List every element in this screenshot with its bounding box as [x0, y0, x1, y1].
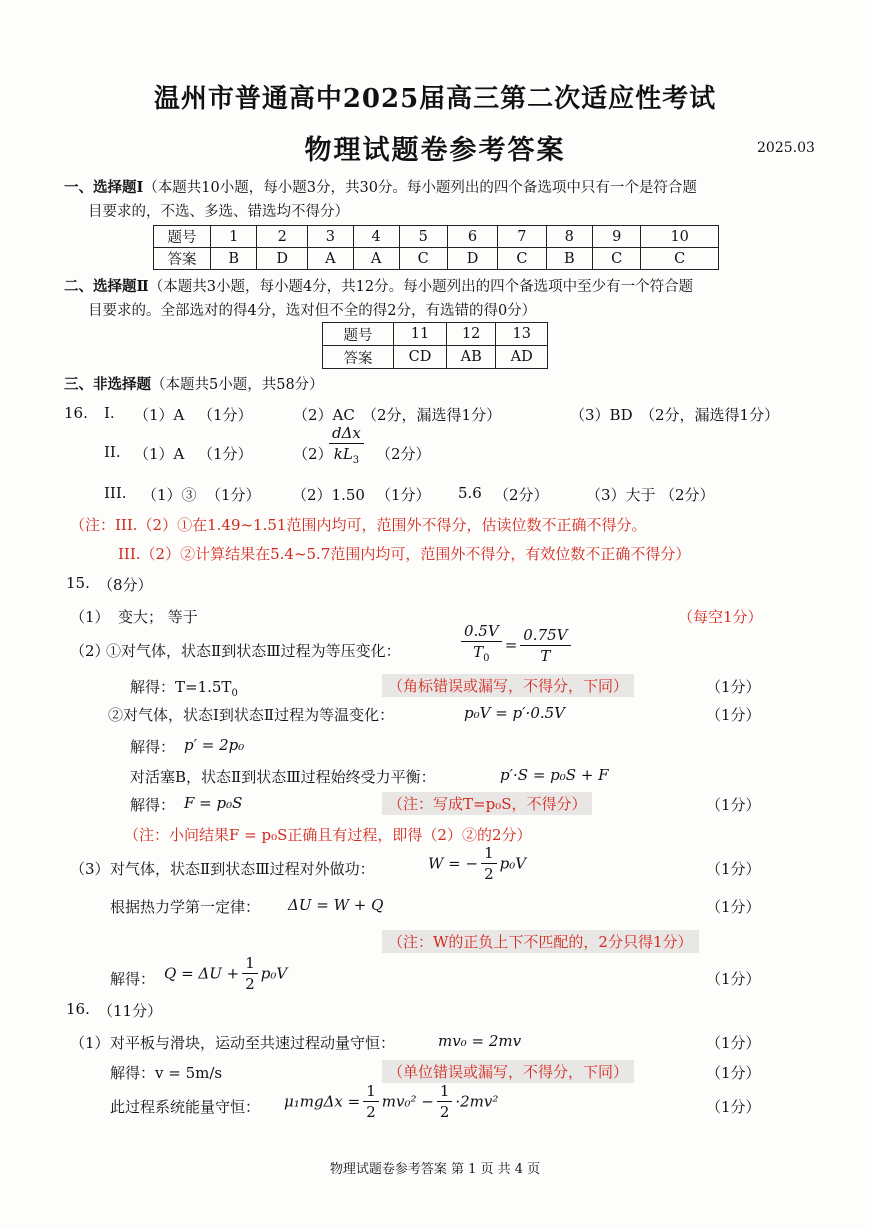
- fraction-numerator: 0.75V: [520, 626, 570, 646]
- q15-law-score: （1分）: [706, 898, 761, 916]
- q15-p2-text: ①对气体，状态Ⅱ到状态Ⅲ过程为等压变化：: [106, 642, 401, 660]
- q16a-iii-s3: （2分）: [494, 486, 549, 504]
- q15-note3: （注：小问结果F = p₀S正确且有过程，即得（2）②的2分）: [124, 826, 532, 844]
- q16a-iii-a1: （1）③: [142, 486, 197, 504]
- section2-desc-1: （本题共3小题，每小题4分，共12分。每小题列出的四个备选项中至少有一个符合题: [148, 279, 694, 295]
- eq-left: μ₁mgΔx =: [284, 1092, 361, 1111]
- fraction-denominator: 2: [366, 1103, 376, 1121]
- fraction-numerator: 1: [481, 844, 497, 864]
- note2-prefix: III.: [118, 545, 141, 563]
- table-row-answers: [154, 248, 719, 270]
- fraction-numerator: 0.5V: [461, 622, 502, 642]
- note1-red-part: 范围内均可，范围外不得分，估读位数不正确不得分。: [286, 516, 647, 534]
- section1-line1: [64, 176, 697, 197]
- row-label: 答案: [154, 248, 211, 270]
- q16a-ii-num: II.: [104, 443, 121, 461]
- eq-right: ·2mv²: [455, 1092, 499, 1111]
- q16a-iii-s2: （1分）: [376, 486, 431, 504]
- q16a-ii-s2: （2分）: [376, 445, 431, 463]
- answer-cell: B: [546, 248, 592, 270]
- eq-left: W = −: [428, 854, 479, 873]
- q16a-note1: [70, 514, 646, 535]
- note2-red-part: 范围内均可，范围外不得分，有效位数不正确不得分）: [330, 545, 691, 563]
- row-label: 答案: [323, 346, 394, 369]
- section3-line: [64, 373, 324, 394]
- answer-cell: AD: [496, 346, 548, 369]
- q16a-i-num: I.: [104, 404, 115, 422]
- question-number-cell: 6: [447, 226, 497, 248]
- eq-left: Q = ΔU +: [164, 964, 240, 983]
- page-subtitle: 物理试题卷参考答案: [304, 135, 566, 166]
- row-label: 题号: [154, 226, 211, 248]
- fraction-denominator: T: [540, 646, 551, 665]
- fraction-numerator: dΔx: [329, 424, 364, 444]
- fraction-denominator-subscript: 3: [352, 455, 360, 466]
- question-number-cell: 9: [593, 226, 641, 248]
- sol1-main: 解得：T=1.5T: [130, 678, 232, 696]
- q15-law-text: 根据热力学第一定律：: [110, 898, 261, 916]
- q15-p1-num: （1）: [70, 608, 110, 626]
- question-number-cell: 4: [353, 226, 399, 248]
- note1-mid: （2）①在1.49~1.51: [137, 516, 287, 534]
- choice1-answer-table: [153, 225, 719, 270]
- q16a-i-a3: （3）BD: [570, 406, 633, 424]
- question-number-cell: 5: [399, 226, 447, 248]
- section2-heading: 二、选择题Ⅱ: [64, 278, 149, 295]
- eq-right: p₀V: [260, 964, 288, 983]
- q15-note4: （注：W的正负上下不匹配的，2分只得1分）: [382, 930, 699, 953]
- q16b-sol-score: （1分）: [706, 1064, 761, 1082]
- equals-sign: =: [504, 636, 518, 654]
- question-number-cell: 2: [257, 226, 307, 248]
- fraction-denominator: kL: [333, 445, 353, 463]
- page-title: 温州市普通高中2025届高三第二次适应性考试: [153, 84, 717, 114]
- q15-sol3-note: （注：写成T=p₀S，不得分）: [382, 792, 592, 815]
- q15-p3-text: 对气体，状态Ⅱ到状态Ⅲ过程对外做功：: [110, 860, 375, 878]
- q16a-ii-fraction: [326, 424, 367, 470]
- q16a-ii-s1: （1分）: [198, 445, 253, 463]
- q15-piston-text: 对活塞B，状态Ⅱ到状态Ⅲ过程始终受力平衡：: [130, 768, 436, 786]
- q15-sol3-score: （1分）: [706, 796, 761, 814]
- q16b-energy-text: 此过程系统能量守恒：: [110, 1098, 261, 1116]
- answer-cell: A: [307, 248, 353, 270]
- q16a-note2: [118, 543, 690, 564]
- table-row-numbers: [323, 323, 548, 346]
- q15-p2-num: （2）: [70, 642, 110, 660]
- answer-cell: AB: [446, 346, 495, 369]
- exam-date: 2025.03: [757, 140, 815, 156]
- choice2-answer-table: [322, 322, 548, 369]
- section2-line1: [64, 275, 693, 296]
- fraction-denominator: 2: [484, 865, 494, 883]
- q16b-points: （11分）: [98, 1002, 163, 1020]
- q16b-label: 16.: [66, 1000, 90, 1018]
- q15-p3-eq: [428, 844, 526, 883]
- q16a-iii-a2: （2）1.50: [292, 486, 365, 504]
- question-number-cell: 3: [307, 226, 353, 248]
- fraction-denominator-subscript: 0: [483, 653, 490, 664]
- q16b-p1-eq: mv₀ = 2mv: [438, 1032, 522, 1050]
- question-number-cell: 10: [641, 226, 719, 248]
- q15-sol3-text: 解得：: [130, 796, 176, 814]
- q16b-p1-num: （1）: [70, 1034, 110, 1052]
- q15-p2-2-eq: p₀V = p′·0.5V: [464, 704, 566, 722]
- q15-p1-score: （每空1分）: [678, 608, 763, 626]
- fraction-numerator: 1: [363, 1082, 379, 1102]
- q15-p2-2-score: （1分）: [706, 706, 761, 724]
- page-footer: 物理试题卷参考答案 第 1 页 共 4 页: [329, 1162, 541, 1177]
- q16a-iii-a3: 5.6: [458, 484, 482, 502]
- q15-p3-score: （1分）: [706, 860, 761, 878]
- q16b-energy-eq: [284, 1082, 498, 1121]
- note2-mid: （2）②计算结果在5.4~5.7: [140, 545, 331, 563]
- eq-right: p₀V: [499, 854, 527, 873]
- q16b-p1-text: 对平板与滑块，运动至共速过程动量守恒：: [110, 1034, 396, 1052]
- q15-points: （8分）: [98, 576, 153, 594]
- q15-sol3-eq: F = p₀S: [184, 794, 243, 812]
- q15-p1-text: 变大； 等于: [118, 608, 198, 626]
- q16a-ii-a1: （1）A: [134, 445, 185, 463]
- q16a-i-s2: （2分，漏选得1分）: [362, 406, 502, 424]
- fraction-denominator: T: [473, 643, 484, 661]
- q16a-i-a2: （2）AC: [293, 406, 355, 424]
- answer-cell: C: [498, 248, 546, 270]
- q15-sol1-text: [130, 676, 238, 699]
- fraction-numerator: 1: [242, 954, 258, 974]
- sol1-subscript: 0: [231, 688, 238, 699]
- question-number-cell: 7: [498, 226, 546, 248]
- q15-sol1-note: （角标错误或漏写，不得分，下同）: [382, 674, 634, 697]
- question-number-cell: 8: [546, 226, 592, 248]
- section3-heading: 三、非选择题: [64, 376, 151, 393]
- section1-desc-1: （本题共10小题，每小题3分，共30分。每小题列出的四个备选项中只有一个是符合题: [143, 180, 697, 196]
- q15-p3-num: （3）: [70, 860, 110, 878]
- q15-p2-2-text: ②对气体，状态Ⅰ到状态Ⅱ过程为等温变化：: [108, 706, 395, 724]
- section2-desc-2: 目要求的。全部选对的得4分，选对但不全的得2分，有选错的得0分）: [88, 303, 537, 319]
- q16a-i-s1: （1分）: [198, 406, 253, 424]
- note1-prefix: （注：III.: [70, 516, 138, 534]
- fraction-denominator: 2: [439, 1103, 450, 1121]
- q16a-iii-s4: （2分）: [660, 486, 715, 504]
- answer-cell: C: [399, 248, 447, 270]
- q16a-iii-num: III.: [104, 484, 127, 502]
- q15-sol4-score: （1分）: [706, 970, 761, 988]
- answer-cell: C: [593, 248, 641, 270]
- q15-sol2-eq: p′ = 2p₀: [184, 736, 245, 754]
- q15-sol2-text: 解得：: [130, 738, 176, 756]
- table-row-answers: [323, 346, 548, 369]
- q16b-energy-score: （1分）: [706, 1098, 761, 1116]
- q16a-iii-s1: （1分）: [206, 486, 261, 504]
- eq-mid: mv₀² −: [381, 1092, 434, 1111]
- q16a-ii-a2: （2）: [293, 445, 333, 463]
- q16b-p1-score: （1分）: [706, 1034, 761, 1052]
- answer-cell: C: [641, 248, 719, 270]
- answer-cell: B: [211, 248, 257, 270]
- q16b-sol-text: 解得：v = 5m/s: [110, 1064, 223, 1082]
- q16a-iii-a4: （3）大于: [586, 486, 656, 504]
- section3-desc: （本题共5小题，共58分）: [151, 377, 324, 393]
- q15-law-eq: ΔU = W + Q: [288, 896, 384, 914]
- question-number-cell: 13: [496, 323, 548, 346]
- section1-heading: 一、选择题Ⅰ: [64, 179, 144, 196]
- fraction-numerator: 1: [437, 1082, 453, 1102]
- answer-cell: D: [447, 248, 497, 270]
- row-label: 题号: [323, 323, 394, 346]
- fraction-denominator: 2: [245, 975, 255, 993]
- q15-sol4-text: 解得：: [110, 970, 156, 988]
- q15-piston-eq: p′·S = p₀S + F: [500, 766, 609, 784]
- question-number-cell: 11: [394, 323, 447, 346]
- q16a-i-s3: （2分，漏选得1分）: [640, 406, 780, 424]
- answer-cell: A: [353, 248, 399, 270]
- answer-cell: CD: [394, 346, 447, 369]
- q16a-label: 16.: [64, 404, 88, 422]
- table-row-numbers: [154, 226, 719, 248]
- question-number-cell: 1: [211, 226, 257, 248]
- q16a-i-a1: （1）A: [134, 406, 185, 424]
- question-number-cell: 12: [446, 323, 495, 346]
- q15-p2-equation: [458, 622, 574, 668]
- q15-sol4-eq: [164, 954, 287, 993]
- answer-cell: D: [257, 248, 307, 270]
- q16b-sol-note: （单位错误或漏写，不得分，下同）: [382, 1060, 634, 1083]
- q15-sol1-score: （1分）: [706, 678, 761, 696]
- section1-desc-2: 目要求的，不选、多选、错选均不得分）: [88, 204, 349, 220]
- q15-label: 15.: [66, 574, 90, 592]
